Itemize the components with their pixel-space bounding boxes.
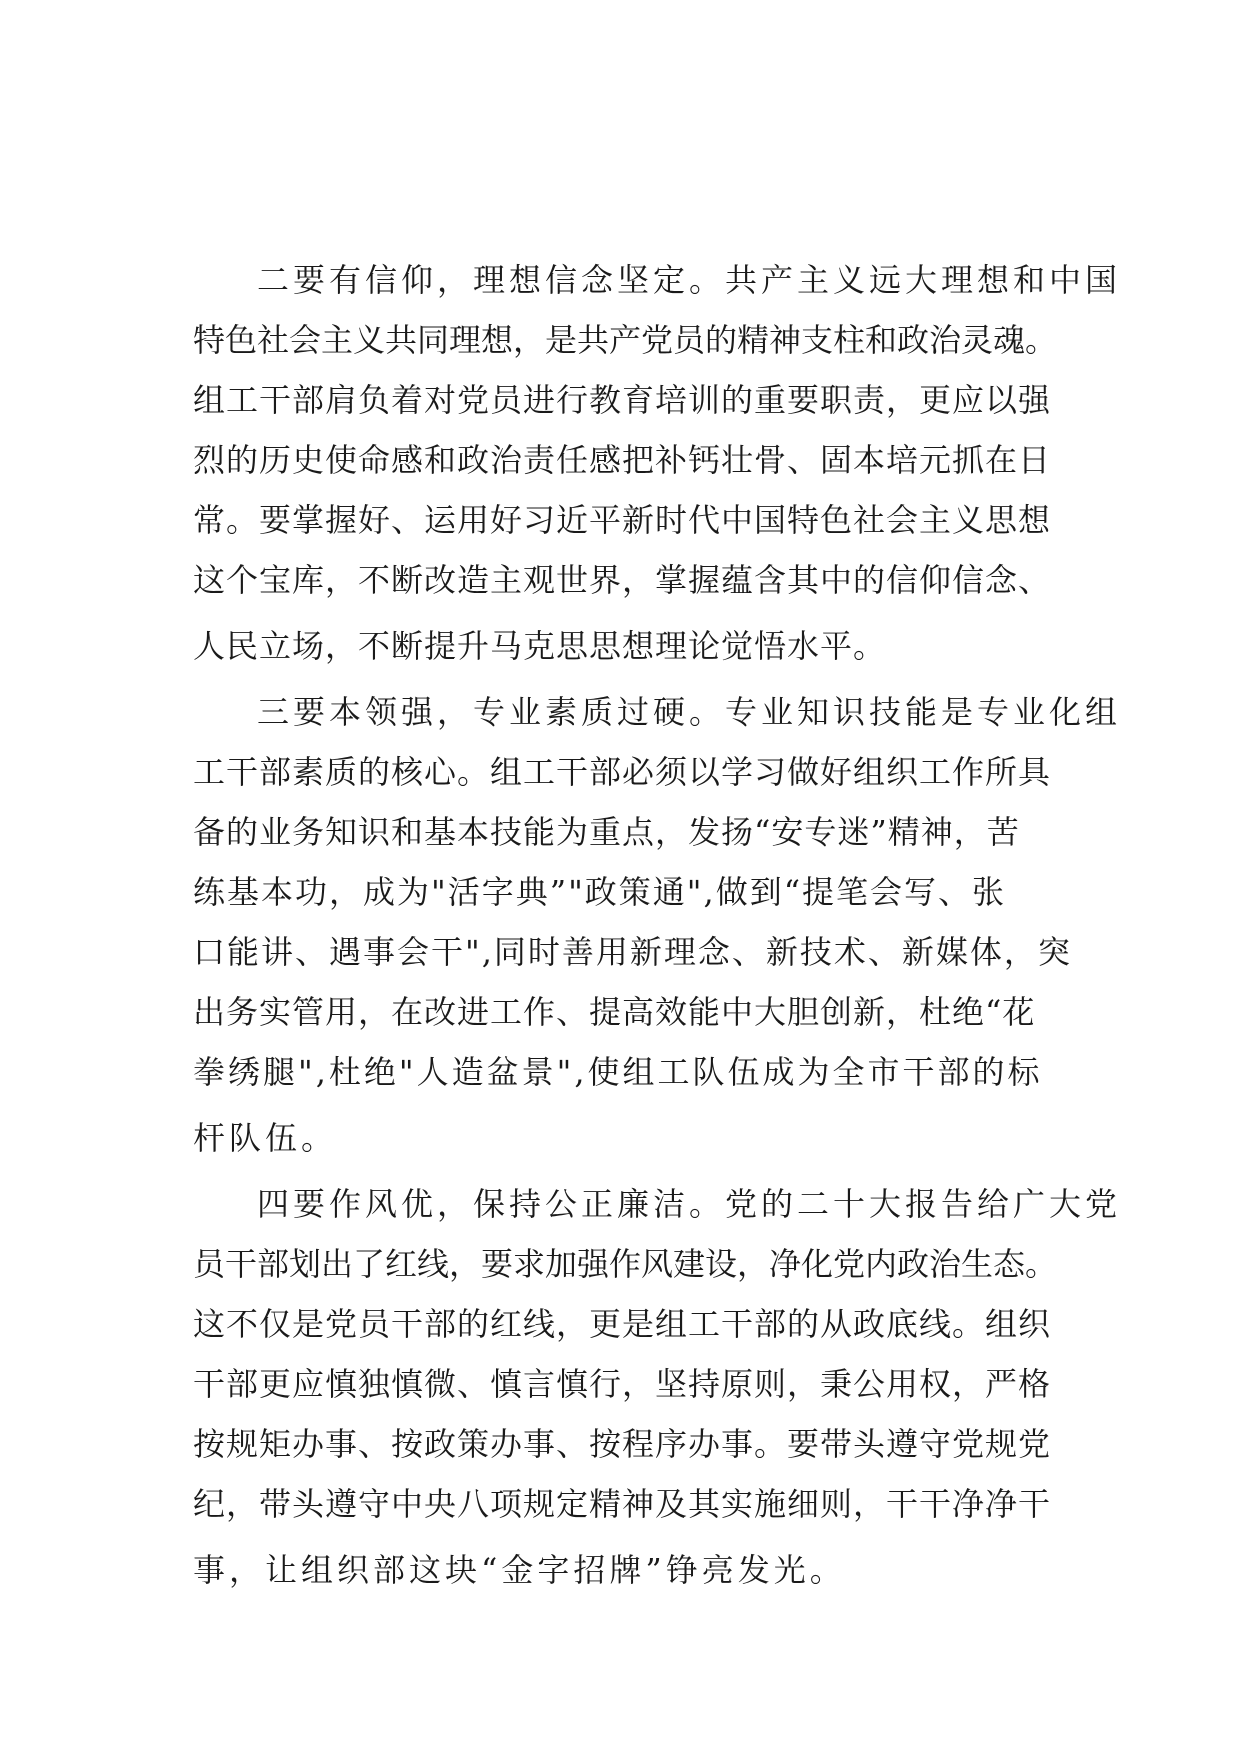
- text-line: 拳绣腿",杜绝"人造盆景",使组工队伍成为全市干部的标: [193, 1053, 1043, 1091]
- paragraph-faith: [193, 250, 1122, 676]
- text-line: 这个宝库，不断改造主观世界，掌握蕴含其中的信仰信念、: [193, 561, 1052, 599]
- text-line: 三要本领强，专业素质过硬。专业知识技能是专业化组: [257, 693, 1122, 731]
- text-line: 按规矩办事、按政策办事、按程序办事。要带头遵守党规党: [193, 1425, 1052, 1463]
- text-line: 四要作风优，保持公正廉洁。党的二十大报告给广大党: [257, 1185, 1122, 1223]
- text-line: 烈的历史使命感和政治责任感把补钙壮骨、固本培元抓在日: [193, 441, 1052, 479]
- text-line: 纪，带头遵守中央八项规定精神及其实施细则，干干净净干: [193, 1485, 1052, 1523]
- text-line: 组工干部肩负着对党员进行教育培训的重要职责，更应以强: [193, 381, 1052, 419]
- text-line: 二要有信仰，理想信念坚定。共产主义远大理想和中国: [257, 261, 1122, 299]
- text-line: 人民立场，不断提升马克思思想理论觉悟水平。: [193, 627, 887, 665]
- paragraph-conduct: [193, 1174, 1122, 1600]
- text-line: 备的业务知识和基本技能为重点，发扬“安专迷”精神，苦: [193, 813, 1020, 851]
- text-line: 事，让组织部这块“金字招牌”铮亮发光。: [193, 1551, 846, 1589]
- text-line: 杆队伍。: [193, 1119, 338, 1157]
- text-line: 干部更应慎独慎微、慎言慎行，坚持原则，秉公用权，严格: [193, 1365, 1052, 1403]
- text-line: 常。要掌握好、运用好习近平新时代中国特色社会主义思想: [193, 501, 1052, 539]
- document-body: [193, 250, 1122, 1600]
- text-line: 口能讲、遇事会干",同时善用新理念、新技术、新媒体，突: [193, 933, 1072, 971]
- text-line: 工干部素质的核心。组工干部必须以学习做好组织工作所具: [193, 753, 1052, 791]
- text-line: 员干部划出了红线，要求加强作风建设，净化党内政治生态。: [193, 1245, 1058, 1283]
- paragraph-skills: [193, 682, 1122, 1168]
- text-line: 特色社会主义共同理想，是共产党员的精神支柱和政治灵魂。: [193, 321, 1058, 359]
- text-line: 这不仅是党员干部的红线，更是组工干部的从政底线。组织: [193, 1305, 1052, 1343]
- text-line: 练基本功，成为"活字典”"政策通",做到“提笔会写、张: [193, 873, 1007, 911]
- text-line: 出务实管用，在改进工作、提高效能中大胆创新，杜绝“花: [193, 993, 1036, 1031]
